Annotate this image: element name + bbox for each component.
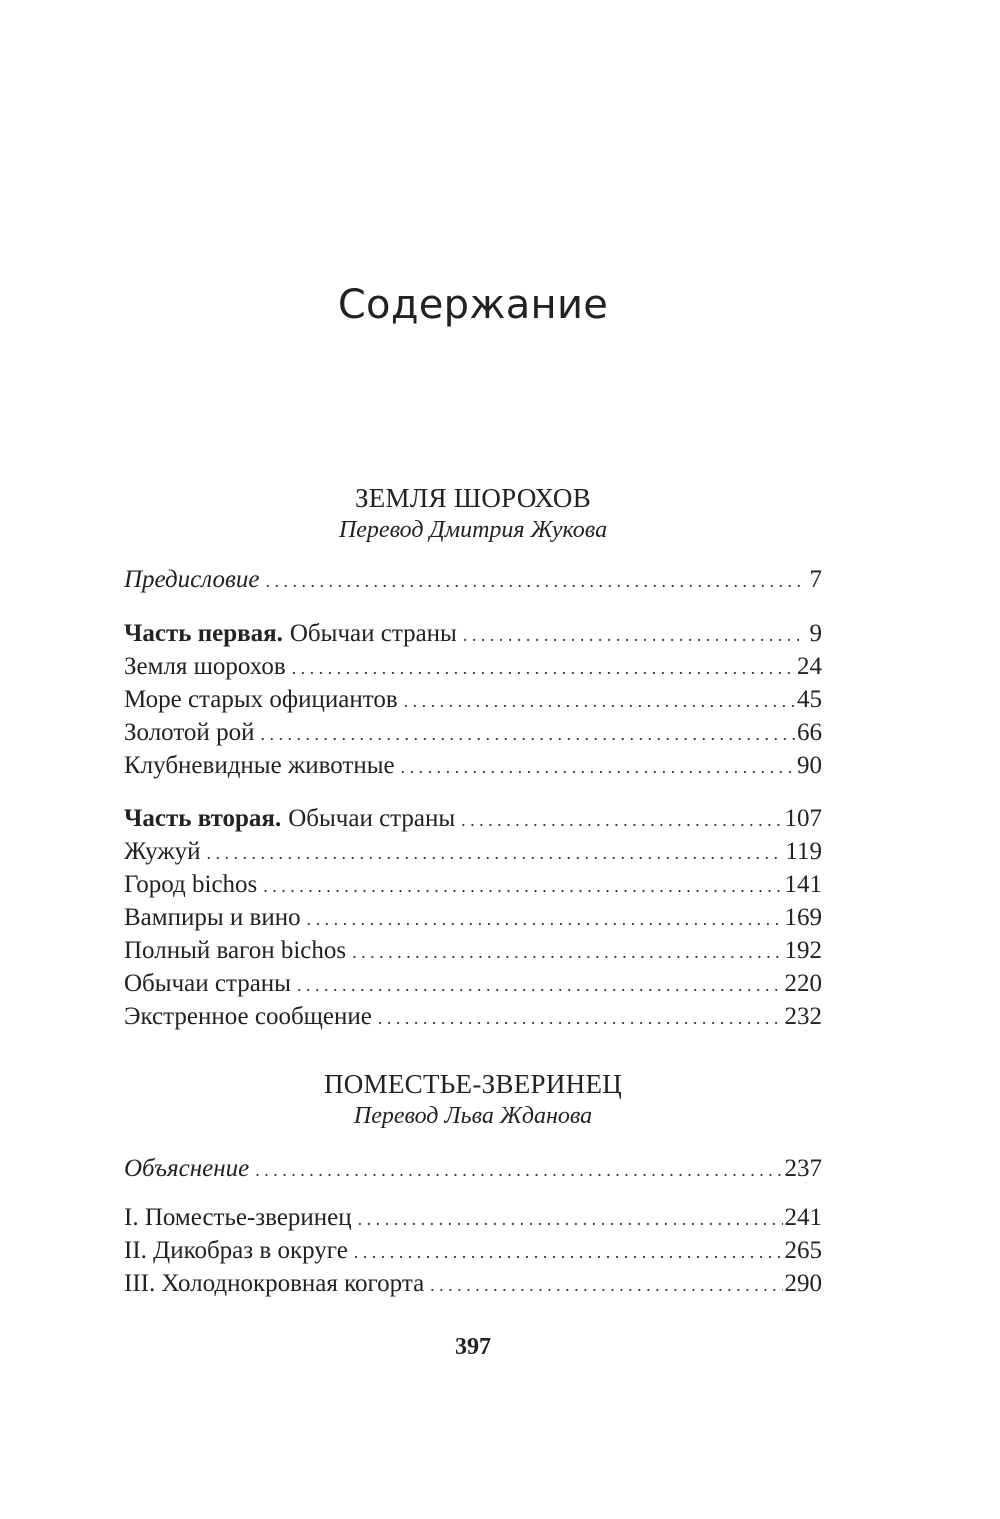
toc-entry[interactable] (124, 683, 822, 716)
entry-page-number: 90 (797, 752, 822, 779)
dot-leader (378, 1002, 783, 1035)
section-title: ЗЕМЛЯ ШОРОХОВ (354, 483, 592, 513)
dot-leader (263, 870, 782, 903)
entry-label: Золотой рой (124, 719, 255, 746)
section-header-2 (0, 1068, 946, 1132)
entry-part-label: Часть первая. (124, 620, 283, 647)
entry-page-number: 119 (785, 838, 822, 865)
entry-label: Предисловие (124, 566, 260, 593)
page-title: Содержание (337, 282, 609, 328)
toc-entry[interactable] (124, 1000, 822, 1033)
dot-leader (430, 1269, 782, 1302)
entry-label: Экстренное сообщение (124, 1003, 372, 1030)
section-translator: Перевод Дмитрия Жукова (338, 517, 608, 543)
toc-entry[interactable] (124, 868, 822, 901)
dot-leader (352, 936, 782, 969)
entry-label: Обычаи страны (289, 620, 457, 647)
page-number: 397 (455, 1334, 491, 1360)
section-translator: Перевод Льва Жданова (353, 1103, 593, 1129)
entry-page-number: 220 (784, 970, 822, 997)
dot-leader (207, 837, 784, 870)
section-header-1 (0, 482, 946, 546)
entry-label: Море старых официантов (124, 686, 398, 713)
entry-label: Полный вагон bichos (124, 937, 347, 964)
dot-leader (307, 903, 783, 936)
entry-page-number: 232 (784, 1003, 822, 1030)
entry-page-number: 290 (784, 1270, 822, 1297)
toc-entry[interactable] (124, 1234, 822, 1267)
entry-page-number: 66 (797, 719, 822, 746)
toc-entry-preface[interactable] (124, 563, 822, 596)
dot-leader (265, 565, 800, 598)
entry-page-number: 192 (784, 937, 822, 964)
dot-leader (260, 718, 795, 751)
entry-page-number: 9 (809, 620, 822, 647)
entry-page-number: 241 (784, 1204, 822, 1231)
dot-leader (292, 652, 795, 685)
toc-entry[interactable] (124, 934, 822, 967)
toc-entry-part-two[interactable] (124, 802, 822, 835)
toc-entry[interactable] (124, 716, 822, 749)
dot-leader (354, 1236, 783, 1269)
dot-leader (401, 751, 795, 784)
entry-label: II. Дикобраз в округе (124, 1237, 348, 1264)
entry-label: Вампиры и вино (124, 904, 301, 931)
entry-page-number: 7 (809, 566, 822, 593)
entry-label: Земля шорохов (124, 653, 286, 680)
entry-part-label: Часть вторая. (124, 805, 282, 832)
toc-entry[interactable] (124, 1201, 822, 1234)
toc-entry-part-one[interactable] (124, 617, 822, 650)
entry-label: Обычаи страны (124, 970, 291, 997)
toc-entry[interactable] (124, 749, 822, 782)
entry-label: Клубневидные животные (124, 752, 395, 779)
entry-page-number: 169 (784, 904, 822, 931)
dot-leader (358, 1203, 783, 1236)
entry-label: I. Поместье-зверинец (124, 1204, 352, 1231)
toc-entry[interactable] (124, 901, 822, 934)
entry-label: Объяснение (124, 1155, 250, 1182)
dot-leader (404, 685, 795, 718)
section-title: ПОМЕСТЬЕ-ЗВЕРИНЕЦ (323, 1069, 623, 1099)
entry-page-number: 45 (797, 686, 822, 713)
entry-page-number: 107 (784, 805, 822, 832)
entry-page-number: 265 (784, 1237, 822, 1264)
dot-leader (297, 969, 783, 1002)
toc-entry[interactable] (124, 650, 822, 683)
entry-label: III. Холоднокровная когорта (124, 1270, 425, 1297)
toc-entry[interactable] (124, 835, 822, 868)
toc-entry-explanation[interactable] (124, 1152, 822, 1185)
entry-label: Город bichos (124, 871, 258, 898)
toc-entry[interactable] (124, 967, 822, 1000)
entry-label: Жужуй (124, 838, 201, 865)
entry-page-number: 237 (784, 1155, 822, 1182)
dot-leader (461, 804, 782, 837)
entry-page-number: 24 (797, 653, 822, 680)
dot-leader (255, 1154, 782, 1187)
entry-page-number: 141 (784, 871, 822, 898)
dot-leader (463, 619, 800, 652)
toc-entry[interactable] (124, 1267, 822, 1300)
entry-label: Обычаи страны (288, 805, 456, 832)
